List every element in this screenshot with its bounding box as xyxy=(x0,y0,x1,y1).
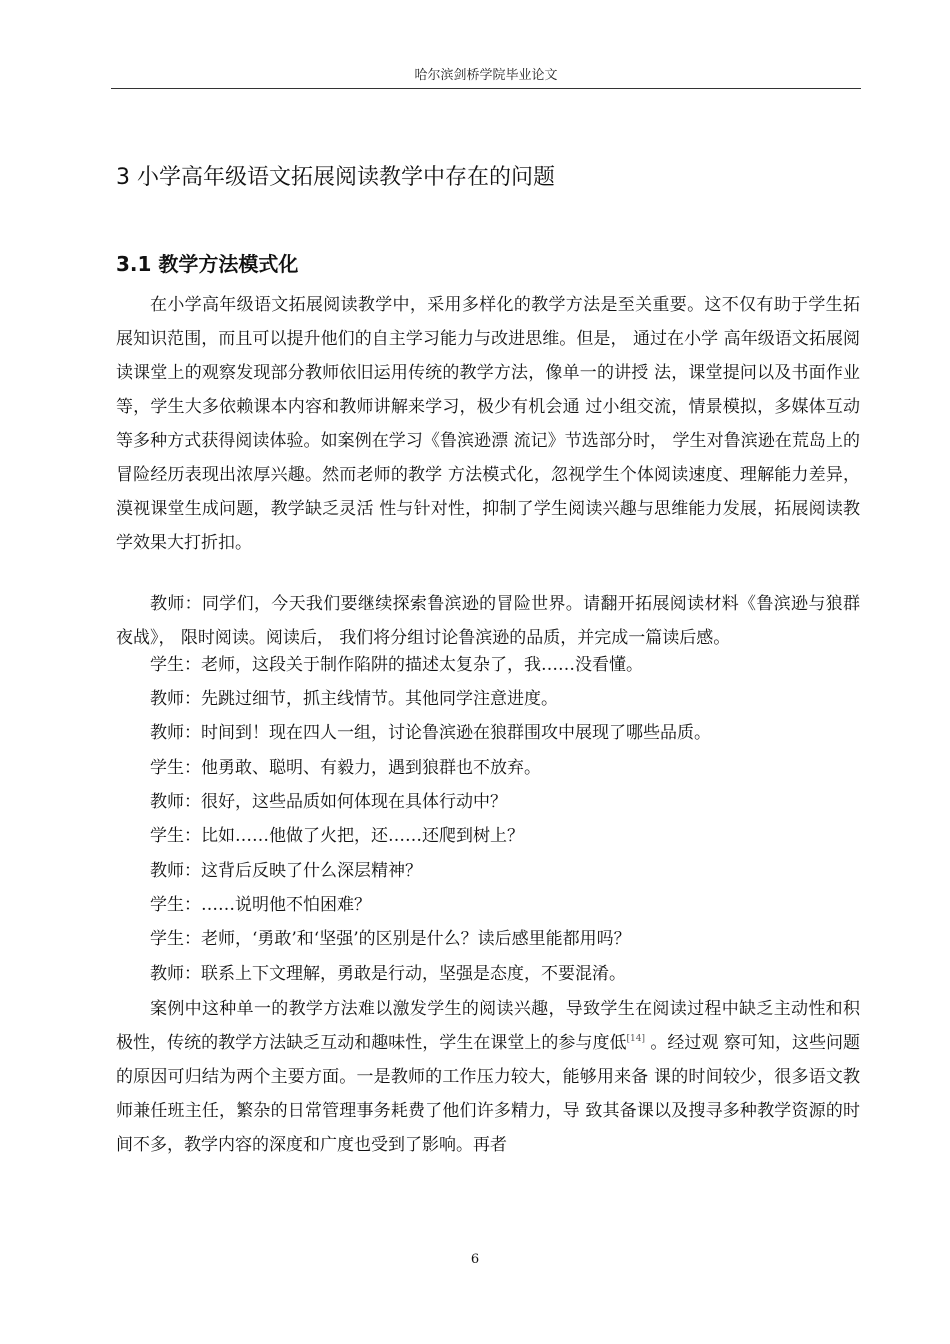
dialogue-line: 教师：先跳过细节，抓主线情节。其他同学注意进度。 xyxy=(150,689,558,709)
dialogue-line: 教师：这背后反映了什么深层精神？ xyxy=(150,861,422,881)
dialogue-line: 教师：联系上下文理解，勇敢是行动，坚强是态度，不要混淆。 xyxy=(150,964,626,984)
running-header: 哈尔滨剑桥学院毕业论文 xyxy=(414,68,558,83)
analysis-text: 案例中这种单一的教学方法难以激发学生的阅读兴趣，导致学生在阅读过程中缺乏主动性和积极性，传统的教学方法缺乏互动和趣味性，学生在课堂上的参与度低 xyxy=(116,999,860,1053)
paragraph-analysis xyxy=(116,992,860,1162)
citation-ref[interactable]: [14] xyxy=(626,1034,645,1044)
header-rule xyxy=(111,88,861,89)
dialogue-line: 学生：他勇敢、聪明、有毅力，遇到狼群也不放弃。 xyxy=(150,758,541,778)
dialogue-line: 教师：时间到！现在四人一组，讨论鲁滨逊在狼群围攻中展现了哪些品质。 xyxy=(150,723,711,743)
chapter-heading: 3 小学高年级语文拓展阅读教学中存在的问题 xyxy=(116,165,555,190)
paragraph-dialogue-intro: 教师：同学们，今天我们要继续探索鲁滨逊的冒险世界。请翻开拓展阅读材料《鲁滨逊与狼群夜战》， 限时阅读。阅读后， 我们将分组讨论鲁滨逊的品质，并完成一篇读后感。 xyxy=(116,594,860,648)
dialogue-line: 学生：比如……他做了火把，还……还爬到树上？ xyxy=(150,826,524,846)
analysis-text-continued: 。经过观 察可知，这些问题的原因可归结为两个主要方面。一是教师的工作压力较大，能够用来备 课的时间较少，很多语文教师兼任班主任，繁杂的日常管理事务耗费了他们许多精力，导 致其备课以及搜寻多种教学资源的时间不多，教学内容的深度和广度也受到了影响。再者 xyxy=(116,1033,861,1155)
section-heading: 3.1 教学方法模式化 xyxy=(116,252,299,276)
dialogue-line: 学生：老师，这段关于制作陷阱的描述太复杂了，我……没看懂。 xyxy=(150,655,643,675)
dialogue-line: 学生：老师，‘勇敢’和‘坚强’的区别是什么？读后感里能都用吗？ xyxy=(150,929,631,949)
dialogue-line: 教师：很好，这些品质如何体现在具体行动中？ xyxy=(150,792,507,812)
paragraph-intro: 在小学高年级语文拓展阅读教学中，采用多样化的教学方法是至关重要。这不仅有助于学生拓展知识范围，而且可以提升他们的自主学习能力与改进思维。但是， 通过在小学 高年级语文拓展阅读课堂上的观察发现部分教师依旧运用传统的教学方法，像单一的讲授 法，课堂提问以及书面作业等，学生大多依赖课本内容和教师讲解来学习，极少有机会通 过小组交流，情景模拟，多媒体互动等多种方式获得阅读体验。如案例在学习《鲁滨逊漂 流记》节选部分时， 学生对鲁滨逊在荒岛上的冒险经历表现出浓厚兴趣。然而老师的教学 方法模式化，忽视学生个体阅读速度、理解能力差异， 漠视课堂生成问题，教学缺乏灵活 性与针对性，抑制了学生阅读兴趣与思维能力发展，拓展阅读教学效果大打折扣。 xyxy=(116,295,860,553)
dialogue-line: 学生：……说明他不怕困难？ xyxy=(150,895,371,915)
page-number: 6 xyxy=(470,1252,480,1267)
